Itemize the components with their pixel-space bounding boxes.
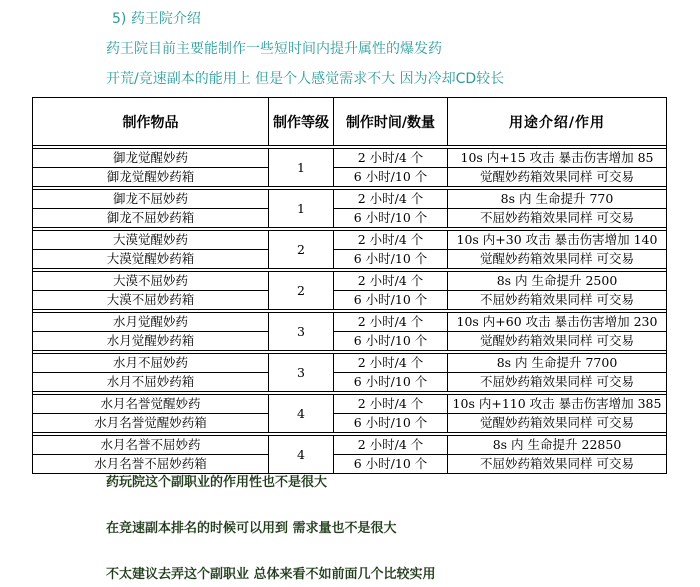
craft-level: 3: [269, 313, 334, 351]
item-name: 水月名誉觉醒妙药: [33, 395, 269, 414]
craft-level: 4: [269, 395, 334, 433]
item-usage: 不屈妙药箱效果同样 可交易: [448, 455, 667, 474]
item-usage: 10s 内+110 攻击 暴击伤害增加 385: [448, 395, 667, 414]
item-usage: 觉醒妙药箱效果同样 可交易: [448, 414, 667, 433]
item-name: 大漠不屈妙药箱: [33, 291, 269, 310]
craft-level: 2: [269, 272, 334, 310]
craft-time: 2 小时/4 个: [334, 149, 448, 168]
craft-level: 2: [269, 231, 334, 269]
table-row: [33, 436, 667, 455]
table-row: [33, 231, 667, 250]
craft-time: 6 小时/10 个: [334, 455, 448, 474]
item-name: 水月名誉不屈妙药箱: [33, 455, 269, 474]
table-row: [33, 291, 667, 310]
item-usage: 觉醒妙药箱效果同样 可交易: [448, 168, 667, 187]
item-name: 大漠觉醒妙药箱: [33, 250, 269, 269]
craft-time: 2 小时/4 个: [334, 231, 448, 250]
table-row: [33, 332, 667, 351]
note-2: 在竞速副本排名的时候可以用到 需求量也不是很大: [106, 521, 397, 536]
item-name: 水月不屈妙药箱: [33, 373, 269, 392]
note-3: 不太建议去弄这个副职业 总体来看不如前面几个比较实用: [106, 567, 436, 582]
craft-level: 1: [269, 190, 334, 228]
header-time: 制作时间/数量: [334, 98, 448, 146]
table-body: [33, 146, 667, 474]
table-row: [33, 414, 667, 433]
table-row: [33, 149, 667, 168]
item-usage: 觉醒妙药箱效果同样 可交易: [448, 250, 667, 269]
craft-time: 2 小时/4 个: [334, 313, 448, 332]
intro-line-2: 开荒/竞速副本的能用上 但是个人感觉需求不大 因为冷却CD较长: [106, 71, 505, 87]
item-name: 水月名誉不屈妙药: [33, 436, 269, 455]
item-name: 水月觉醒妙药: [33, 313, 269, 332]
craft-level: 4: [269, 436, 334, 474]
item-name: 御龙不屈妙药箱: [33, 209, 269, 228]
item-usage: 8s 内 生命提升 770: [448, 190, 667, 209]
item-name: 御龙不屈妙药: [33, 190, 269, 209]
item-usage: 觉醒妙药箱效果同样 可交易: [448, 332, 667, 351]
item-name: 御龙觉醒妙药: [33, 149, 269, 168]
craft-time: 2 小时/4 个: [334, 190, 448, 209]
table-row: [33, 168, 667, 187]
table-row: [33, 395, 667, 414]
item-name: 水月觉醒妙药箱: [33, 332, 269, 351]
note-1: 药玩院这个副职业的作用性也不是很大: [106, 475, 328, 490]
item-usage: 8s 内 生命提升 7700: [448, 354, 667, 373]
table-row: [33, 313, 667, 332]
intro-line-1: 药王院目前主要能制作一些短时间内提升属性的爆发药: [106, 41, 442, 57]
item-usage: 10s 内+30 攻击 暴击伤害增加 140: [448, 231, 667, 250]
craft-time: 6 小时/10 个: [334, 332, 448, 351]
item-name: 大漠觉醒妙药: [33, 231, 269, 250]
table-row: [33, 354, 667, 373]
item-name: 大漠不屈妙药: [33, 272, 269, 291]
item-usage: 8s 内 生命提升 2500: [448, 272, 667, 291]
section-title: 5) 药王院介绍: [112, 11, 201, 27]
item-usage: 不屈妙药箱效果同样 可交易: [448, 373, 667, 392]
craft-time: 2 小时/4 个: [334, 395, 448, 414]
item-name: 御龙觉醒妙药箱: [33, 168, 269, 187]
header-item: 制作物品: [33, 98, 269, 146]
craft-time: 6 小时/10 个: [334, 209, 448, 228]
header-level: 制作等级: [269, 98, 334, 146]
item-usage: 8s 内 生命提升 22850: [448, 436, 667, 455]
craft-time: 6 小时/10 个: [334, 373, 448, 392]
table-row: [33, 190, 667, 209]
craft-time: 6 小时/10 个: [334, 291, 448, 310]
item-usage: 10s 内+60 攻击 暴击伤害增加 230: [448, 313, 667, 332]
craft-time: 2 小时/4 个: [334, 354, 448, 373]
item-usage: 不屈妙药箱效果同样 可交易: [448, 291, 667, 310]
table-row: [33, 373, 667, 392]
craft-time: 6 小时/10 个: [334, 414, 448, 433]
item-usage: 10s 内+15 攻击 暴击伤害增加 85: [448, 149, 667, 168]
craft-time: 2 小时/4 个: [334, 436, 448, 455]
craft-time: 2 小时/4 个: [334, 272, 448, 291]
table-row: [33, 250, 667, 269]
item-name: 水月名誉觉醒妙药箱: [33, 414, 269, 433]
table-row: [33, 209, 667, 228]
craft-time: 6 小时/10 个: [334, 250, 448, 269]
crafting-table: [32, 97, 667, 474]
item-usage: 不屈妙药箱效果同样 可交易: [448, 209, 667, 228]
table-row: [33, 272, 667, 291]
header-use: 用途介绍/作用: [448, 98, 667, 146]
craft-time: 6 小时/10 个: [334, 168, 448, 187]
table-header-row: [33, 98, 667, 146]
item-name: 水月不屈妙药: [33, 354, 269, 373]
craft-level: 1: [269, 149, 334, 187]
craft-level: 3: [269, 354, 334, 392]
